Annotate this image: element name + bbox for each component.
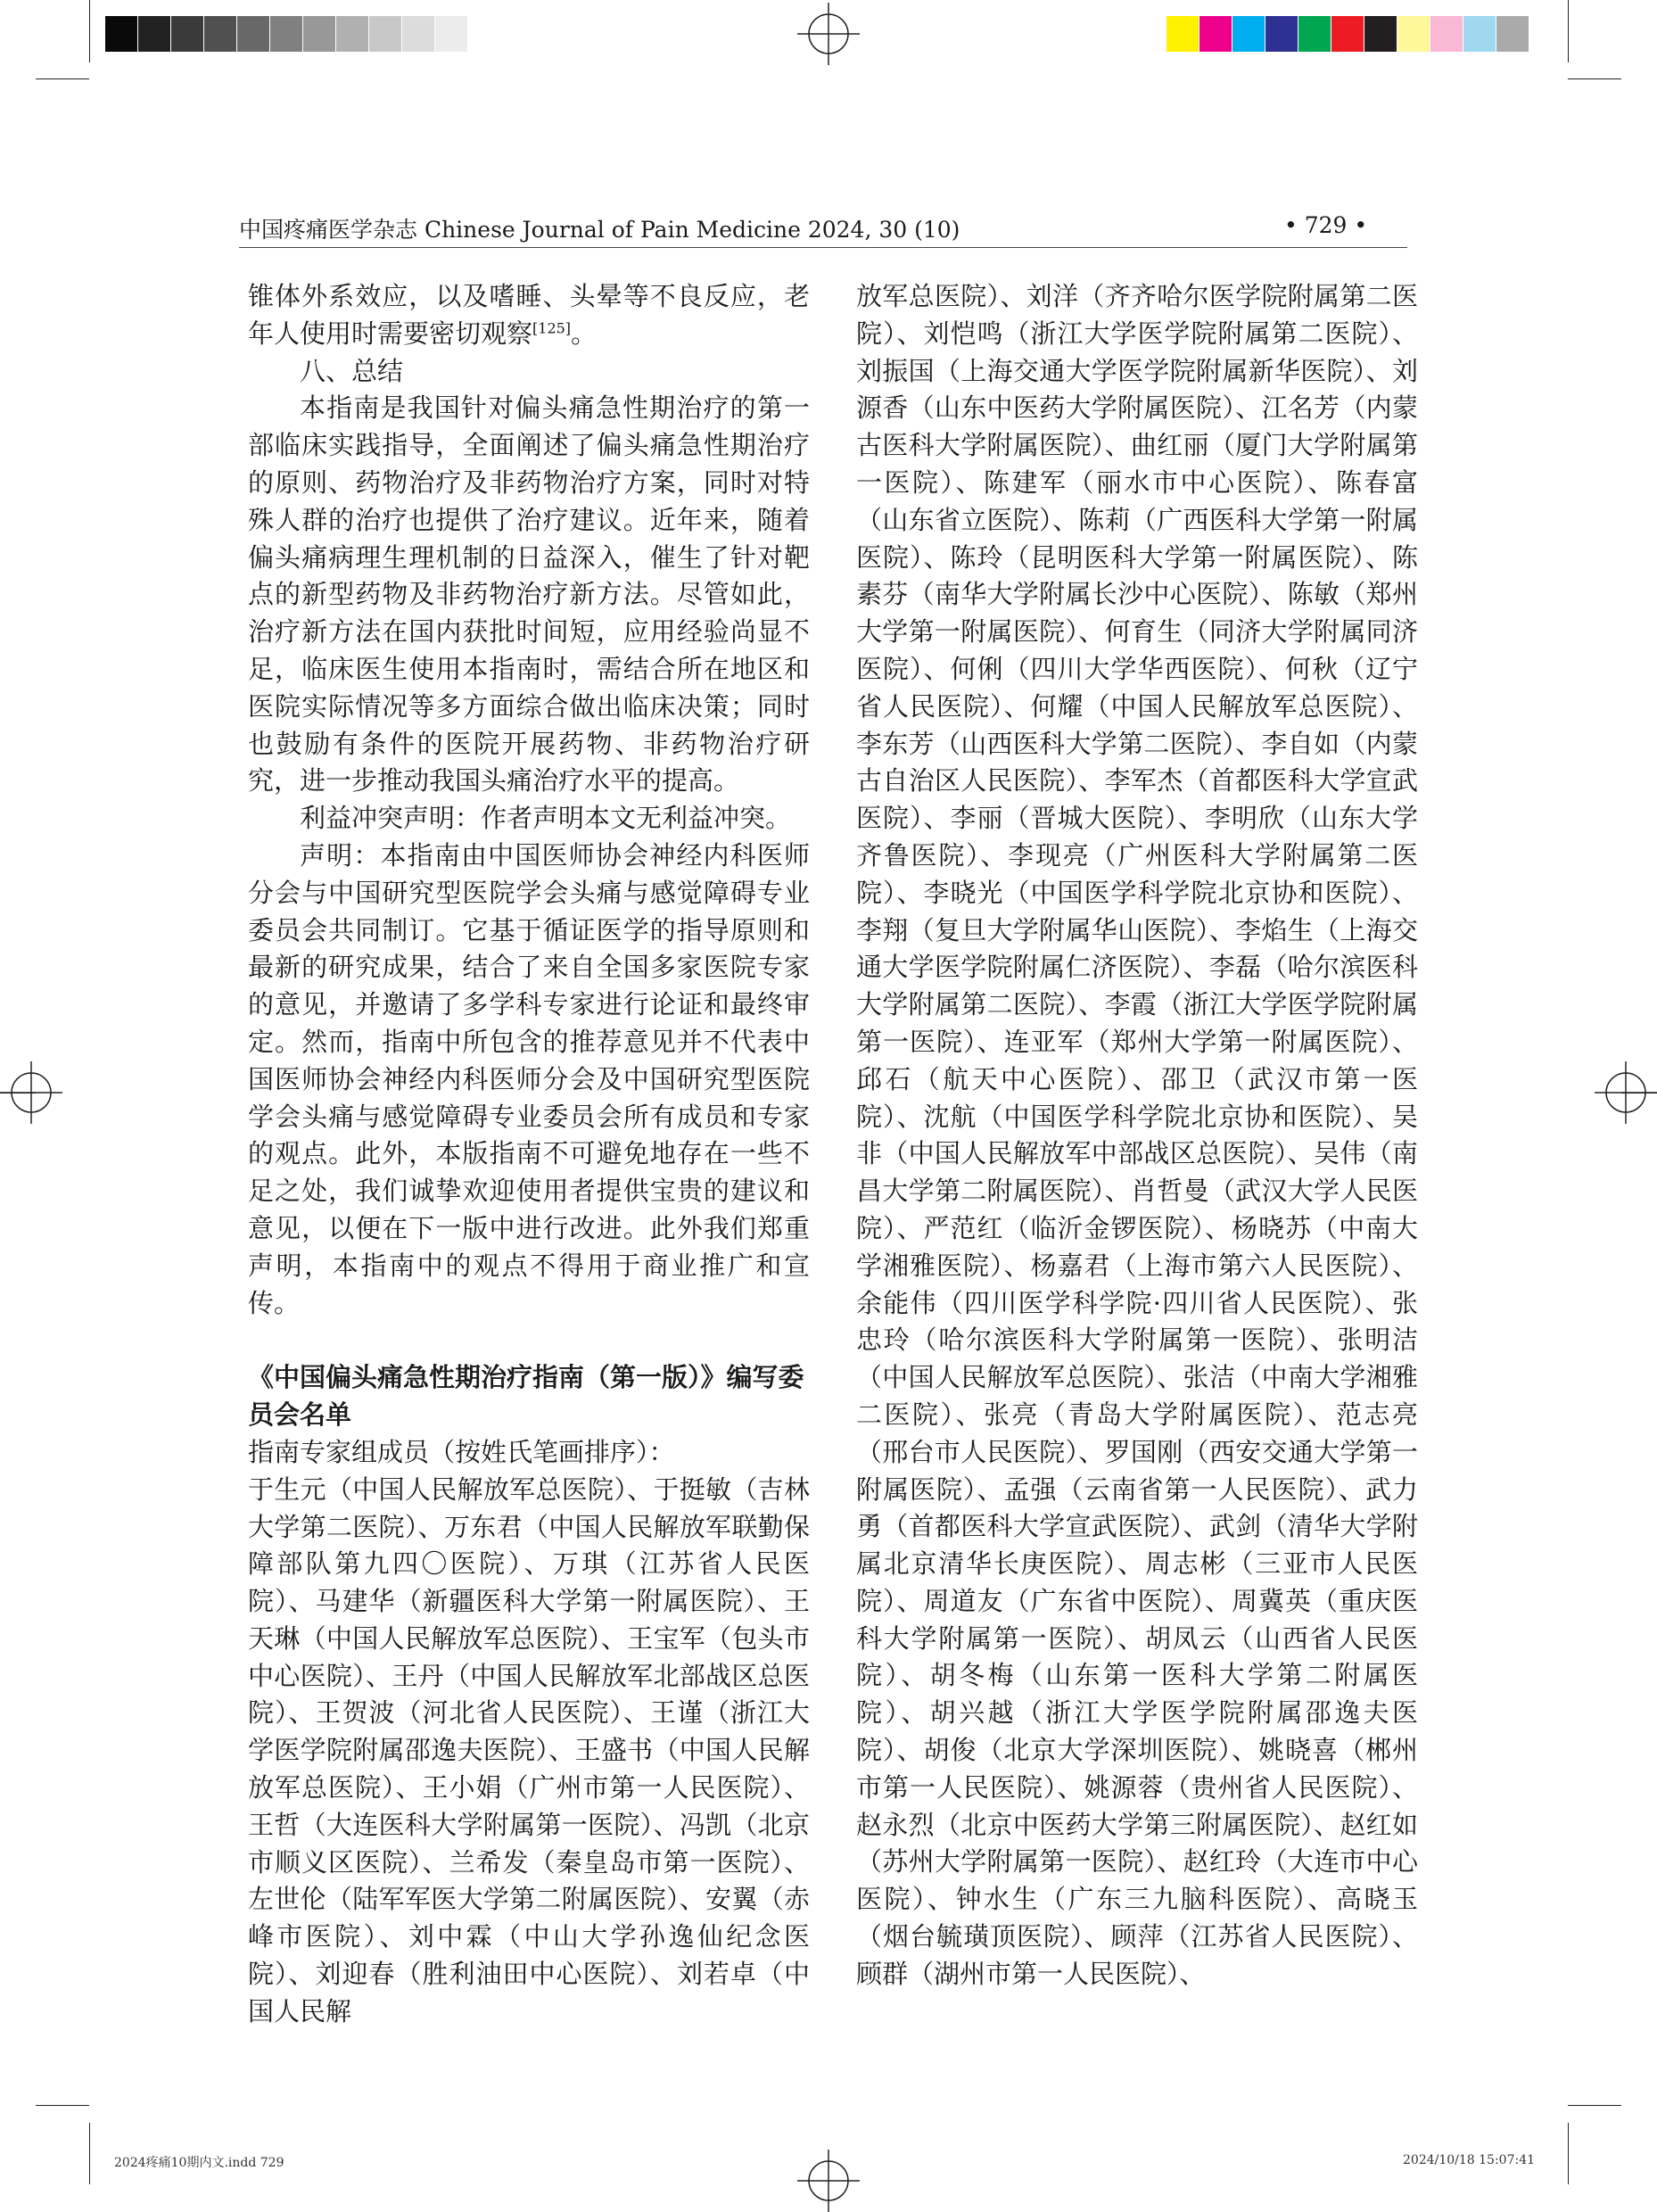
color-swatch: [1265, 16, 1298, 52]
gray-calibration-bar: [105, 16, 468, 52]
registration-mark-icon: [797, 3, 860, 65]
left-column: [248, 278, 810, 2031]
color-calibration-bar: [1166, 16, 1529, 52]
crop-mark: [36, 78, 89, 79]
paragraph-statement: 声明：本指南由中国医师协会神经内科医师分会与中国研究型医院学会头痛与感觉障碍专业委员会共同制订。它基于循证医学的指导原则和最新的研究成果，结合了来自全国多家医院专家的意见，并邀请了多学科专家进行论证和最终审定。然而，指南中所包含的推荐意见并不代表中国医师协会神经内科医师分会及中国研究型医院学会头痛与感觉障碍专业委员会所有成员和专家的观点。此外，本版指南不可避免地存在一些不足之处，我们诚挚欢迎使用者提供宝贵的建议和意见，以便在下一版中进行改进。此外我们郑重声明，本指南中的观点不得用于商业推广和宣传。: [248, 839, 810, 1318]
section-title-summary: 八、总结: [300, 355, 404, 386]
color-swatch: [1397, 16, 1430, 52]
crop-mark: [89, 2123, 90, 2184]
registration-mark-icon: [797, 2150, 860, 2212]
crop-mark: [0, 1093, 36, 1094]
color-swatch: [336, 16, 369, 52]
committee-heading: 《中国偏头痛急性期治疗指南（第一版）》编写委员会名单: [248, 1362, 804, 1431]
color-swatch: [171, 16, 204, 52]
crop-mark: [1568, 0, 1569, 62]
members-intro: 指南专家组成员（按姓氏笔画排序）：: [248, 1436, 675, 1467]
color-swatch: [105, 16, 138, 52]
color-swatch: [270, 16, 303, 52]
citation-ref: [125]: [532, 319, 572, 337]
crop-mark: [1568, 2105, 1621, 2106]
color-swatch: [303, 16, 336, 52]
color-swatch: [435, 16, 468, 52]
color-swatch: [204, 16, 237, 52]
crop-mark: [1568, 2123, 1569, 2184]
paragraph-end: 。: [571, 318, 598, 349]
paragraph-conflict-of-interest: 利益冲突声明：作者声明本文无利益冲突。: [300, 803, 792, 834]
color-swatch: [237, 16, 270, 52]
footer-timestamp: 2024/10/18 15:07:41: [1403, 2153, 1536, 2167]
color-swatch: [1463, 16, 1496, 52]
crop-mark: [1568, 78, 1621, 79]
color-swatch: [1298, 16, 1331, 52]
color-swatch: [1364, 16, 1397, 52]
paragraph-adverse-effects: [248, 278, 810, 353]
running-head: 中国疼痛医学杂志 Chinese Journal of Pain Medicine 2024, 30 (10): [239, 217, 960, 243]
color-swatch: [1232, 16, 1265, 52]
color-swatch: [138, 16, 171, 52]
crop-mark: [89, 0, 90, 62]
header-rule: [239, 247, 1407, 248]
paragraph-text: 锥体外系效应，以及嗜睡、头晕等不良反应，老年人使用时需要密切观察: [248, 281, 810, 349]
color-swatch: [1430, 16, 1463, 52]
footer-file-slug: 2024疼痛10期内文.indd 729: [114, 2156, 284, 2170]
right-column: [856, 278, 1418, 1993]
paragraph-summary: 本指南是我国针对偏头痛急性期治疗的第一部临床实践指导，全面阐述了偏头痛急性期治疗的原则、药物治疗及非药物治疗方案，同时对特殊人群的治疗也提供了治疗建议。近年来，随着偏头痛病理生理机制的日益深入，催生了针对靶点的新型药物及非药物治疗新方法。尽管如此，治疗新方法在国内获批时间短，应用经验尚显不足，临床医生使用本指南时，需结合所在地区和医院实际情况等多方面综合做出临床决策；同时也鼓励有条件的医院开展药物、非药物治疗研究，进一步推动我国头痛治疗水平的提高。: [248, 392, 810, 796]
crop-mark: [36, 2105, 89, 2106]
members-list-part2: 放军总医院）、刘洋（齐齐哈尔医学院附属第二医院）、刘恺鸣（浙江大学医学院附属第二医院）、刘振国（上海交通大学医学院附属新华医院）、刘源香（山东中医药大学附属医院）、江名芳（内蒙古医科大学附属医院）、曲红丽（厦门大学附属第一医院）、陈建军（丽水市中心医院）、陈春富（山东省立医院）、陈莉（广西医科大学第一附属医院）、陈玲（昆明医科大学第一附属医院）、陈素芬（南华大学附属长沙中心医院）、陈敏（郑州大学第一附属医院）、何育生（同济大学附属同济医院）、何俐（四川大学华西医院）、何秋（辽宁省人民医院）、何耀（中国人民解放军总医院）、李东芳（山西医科大学第二医院）、李自如（内蒙古自治区人民医院）、李军杰（首都医科大学宣武医院）、李丽（晋城大医院）、李明欣（山东大学齐鲁医院）、李现亮（广州医科大学附属第二医院）、李晓光（中国医学科学院北京协和医院）、李翔（复旦大学附属华山医院）、李焰生（上海交通大学医学院附属仁济医院）、李磊（哈尔滨医科大学附属第二医院）、李霞（浙江大学医学院附属第一医院）、连亚军（郑州大学第一附属医院）、邱石（航天中心医院）、邵卫（武汉市第一医院）、沈航（中国医学科学院北京协和医院）、吴非（中国人民解放军中部战区总医院）、吴伟（南昌大学第二附属医院）、肖哲曼（武汉大学人民医院）、严范红（临沂金锣医院）、杨晓苏（中南大学湘雅医院）、杨嘉君（上海市第六人民医院）、余能伟（四川医学科学院·四川省人民医院）、张忠玲（哈尔滨医科大学附属第一医院）、张明洁（中国人民解放军总医院）、张洁（中南大学湘雅二医院）、张亮（青岛大学附属医院）、范志亮（邢台市人民医院）、罗国刚（西安交通大学第一附属医院）、孟强（云南省第一人民医院）、武力勇（首都医科大学宣武医院）、武剑（清华大学附属北京清华长庚医院）、周志彬（三亚市人民医院）、周道友（广东省中医院）、周冀英（重庆医科大学附属第一医院）、胡凤云（山西省人民医院）、胡冬梅（山东第一医科大学第二附属医院）、胡兴越（浙江大学医学院附属邵逸夫医院）、胡俊（北京大学深圳医院）、姚晓喜（郴州市第一人民医院）、姚源蓉（贵州省人民医院）、赵永烈（北京中医药大学第三附属医院）、赵红如（苏州大学附属第一医院）、赵红玲（大连市中心医院）、钟水生（广东三九脑科医院）、高晓玉（烟台毓璜顶医院）、顾萍（江苏省人民医院）、顾群（湖州市第一人民医院）、: [856, 281, 1418, 1989]
color-swatch: [369, 16, 402, 52]
color-swatch: [1496, 16, 1529, 52]
color-swatch: [1199, 16, 1232, 52]
members-list-part1: 于生元（中国人民解放军总医院）、于挺敏（吉林大学第二医院）、万东君（中国人民解放军联勤保障部队第九四〇医院）、万琪（江苏省人民医院）、马建华（新疆医科大学第一附属医院）、王天琳（中国人民解放军总医院）、王宝军（包头市中心医院）、王丹（中国人民解放军北部战区总医院）、王贺波（河北省人民医院）、王谨（浙江大学医学院附属邵逸夫医院）、王盛书（中国人民解放军总医院）、王小娟（广州市第一人民医院）、王哲（大连医科大学附属第一医院）、冯凯（北京市顺义区医院）、兰希发（秦皇岛市第一医院）、左世伦（陆军军医大学第二附属医院）、安翼（赤峰市医院）、刘中霖（中山大学孙逸仙纪念医院）、刘迎春（胜利油田中心医院）、刘若卓（中国人民解: [248, 1473, 810, 2026]
color-swatch: [402, 16, 435, 52]
crop-mark: [1621, 1093, 1657, 1094]
page-number: • 729 •: [1284, 212, 1368, 238]
color-swatch: [1331, 16, 1364, 52]
color-swatch: [1166, 16, 1199, 52]
